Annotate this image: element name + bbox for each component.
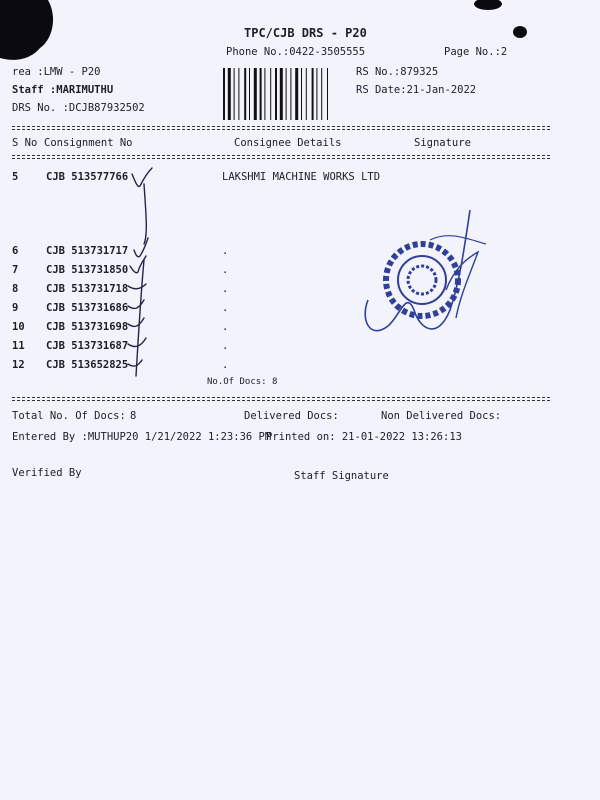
ink-blot-mark	[0, 0, 60, 70]
row-consignment: CJB 513577766	[46, 171, 129, 183]
row-sno: 11	[12, 340, 25, 352]
barcode-image	[223, 68, 347, 120]
row-sno: 7	[12, 264, 19, 276]
row-sno: 6	[12, 245, 19, 257]
total-docs-label: Total No. Of Docs:	[12, 410, 126, 422]
row-consignee: .	[222, 302, 229, 314]
verified-by: Verified By	[12, 467, 82, 479]
total-docs-value: 8	[130, 410, 137, 422]
divider	[12, 397, 550, 398]
company-stamp-seal	[360, 200, 500, 370]
staff-field: Staff :MARIMUTHU	[12, 84, 114, 96]
column-header-consignment: Consignment No	[44, 137, 133, 149]
row-consignment: CJB 513731850	[46, 264, 129, 276]
row-consignee: .	[222, 264, 229, 276]
row-sno: 8	[12, 283, 19, 295]
row-consignee: .	[222, 359, 229, 371]
printed-on: Printed on: 21-01-2022 13:26:13	[266, 431, 462, 443]
row-consignee: .	[222, 340, 229, 352]
staff-signature: Staff Signature	[294, 470, 389, 482]
column-header-sno: S No	[12, 137, 38, 149]
row-sno: 12	[12, 359, 25, 371]
row-sno: 9	[12, 302, 19, 314]
row-consignment: CJB 513731687	[46, 340, 129, 352]
row-consignment: CJB 513731686	[46, 302, 129, 314]
entered-by: Entered By :MUTHUP20 1/21/2022 1:23:36 PM	[12, 431, 272, 443]
divider	[12, 129, 550, 130]
row-consignment: CJB 513731717	[46, 245, 129, 257]
column-header-signature: Signature	[414, 137, 471, 149]
row-consignee: .	[222, 321, 229, 333]
no-of-docs: No.Of Docs: 8	[207, 377, 278, 387]
divider	[12, 400, 550, 401]
divider	[12, 155, 550, 156]
ink-spot-mark	[470, 0, 530, 40]
delivered-docs: Delivered Docs:	[244, 410, 339, 422]
row-sno: 5	[12, 171, 19, 183]
divider	[12, 126, 550, 127]
drs-number: DRS No. :DCJB87932502	[12, 102, 145, 114]
page-number: Page No.:2	[444, 46, 508, 58]
row-consignment: CJB 513731718	[46, 283, 129, 295]
row-consignee: .	[222, 283, 229, 295]
signature-tick-marks	[126, 164, 166, 384]
row-consignee: .	[222, 245, 229, 257]
row-sno: 10	[12, 321, 25, 333]
non-delivered-docs: Non Delivered Docs:	[381, 410, 502, 422]
phone-number: Phone No.:0422-3505555	[226, 46, 366, 58]
rs-number: RS No.:879325	[356, 66, 439, 78]
column-header-consignee: Consignee Details	[234, 137, 342, 149]
row-consignment: CJB 513731698	[46, 321, 129, 333]
area-field: rea :LMW - P20	[12, 66, 101, 78]
row-consignment: CJB 513652825	[46, 359, 129, 371]
document-title: TPC/CJB DRS - P20	[244, 26, 367, 40]
divider	[12, 158, 550, 159]
row-consignee: LAKSHMI MACHINE WORKS LTD	[222, 171, 381, 183]
rs-date: RS Date:21-Jan-2022	[356, 84, 477, 96]
